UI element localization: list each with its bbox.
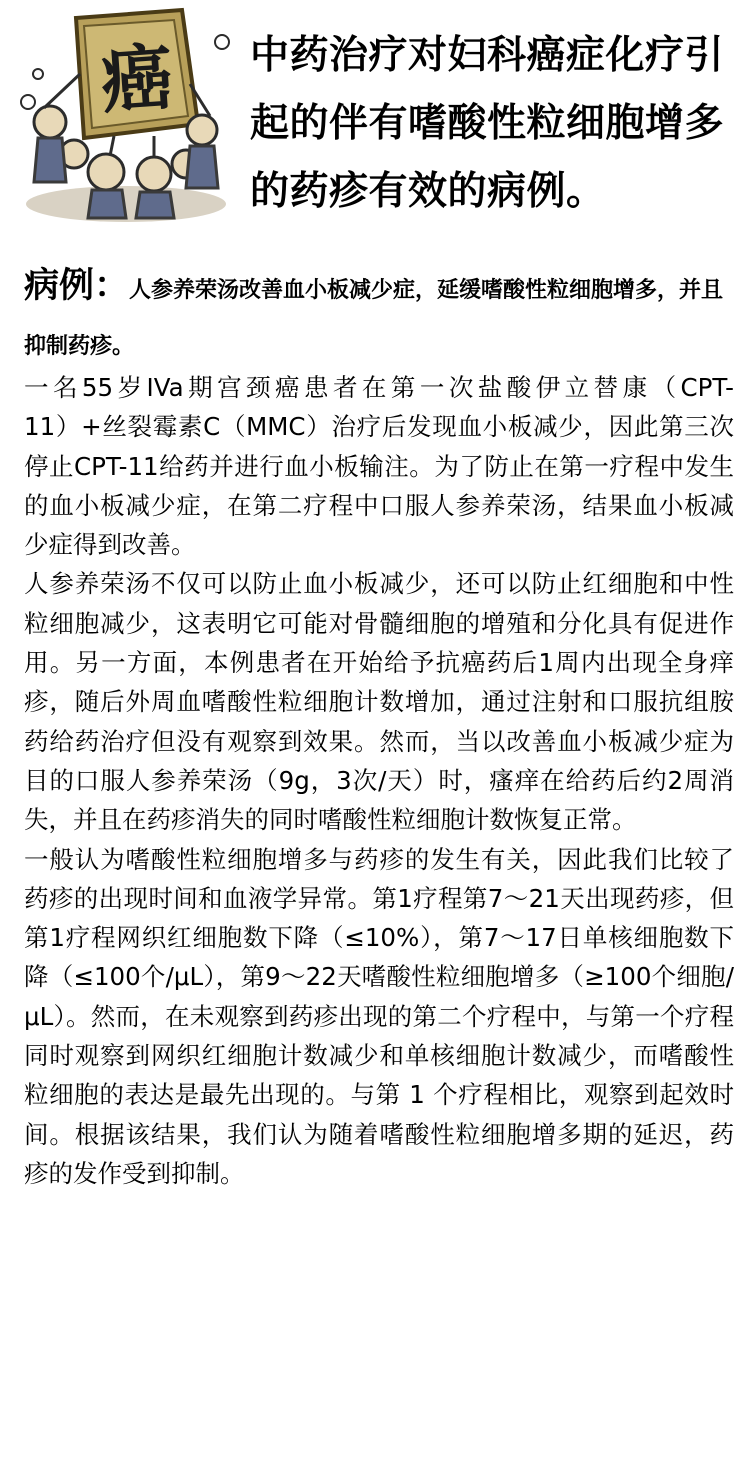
case-lead-label: 病例： xyxy=(24,266,130,306)
case-heading xyxy=(24,258,734,375)
paragraph-2: 人参养荣汤不仅可以防止血小板减少，还可以防止红细胞和中性粒细胞减少，这表明它可能对骨髓细胞的增殖和分化具有促进作用。另一方面，本例患者在开始给予抗癌药后1周内出现全身痒疹，随后外周血嗜酸性粒细胞计数增加，通过注射和口服抗组胺药给药治疗但没有观察到效果。然而，当以改善血小板减少症为目的口服人参养荣汤（9g，3次/天）时，瘙痒在给药后约2周消失，并且在药疹消失的同时嗜酸性粒细胞计数恢复正常。 xyxy=(24,569,734,835)
article-body xyxy=(24,368,734,1193)
paragraph-3: 一般认为嗜酸性粒细胞增多与药疹的发生有关，因此我们比较了药疹的出现时间和血液学异常。第1疗程第7～21天出现药疹，但第1疗程网织红细胞数下降（≤10%），第7～17日单核细胞数下降（≤100个/μL），第9～22天嗜酸性粒细胞增多（≥100个细胞/μL）。然而，在未观察到药疹出现的第二个疗程中，与第一个疗程同时观察到网织红细胞计数减少和单核细胞计数减少，而嗜酸性粒细胞的表达是最先出现的。与第 1 个疗程相比，观察到起效时间。根据该结果，我们认为随着嗜酸性粒细胞增多期的延迟，药疹的发作受到抑制。 xyxy=(24,844,734,1188)
case-summary: 人参养荣汤改善血小板减少症，延缓嗜酸性粒细胞增多，并且抑制药疹。 xyxy=(24,278,724,359)
cancer-cartoon-illustration xyxy=(14,4,238,226)
paragraph-1: 一名55岁IVa期宫颈癌患者在第一次盐酸伊立替康（CPT-11）+丝裂霉素C（MMC）治疗后发现血小板减少，因此第三次停止CPT-11给药并进行血小板输注。为了防止在第一疗程中发生的血小板减少症，在第二疗程中口服人参养荣汤，结果血小板减少症得到改善。 xyxy=(24,373,734,560)
page-title: 中药治疗对妇科癌症化疗引起的伴有嗜酸性粒细胞增多的药疹有效的病例。 xyxy=(250,33,725,214)
cancer-character-label: 癌 xyxy=(98,33,176,124)
